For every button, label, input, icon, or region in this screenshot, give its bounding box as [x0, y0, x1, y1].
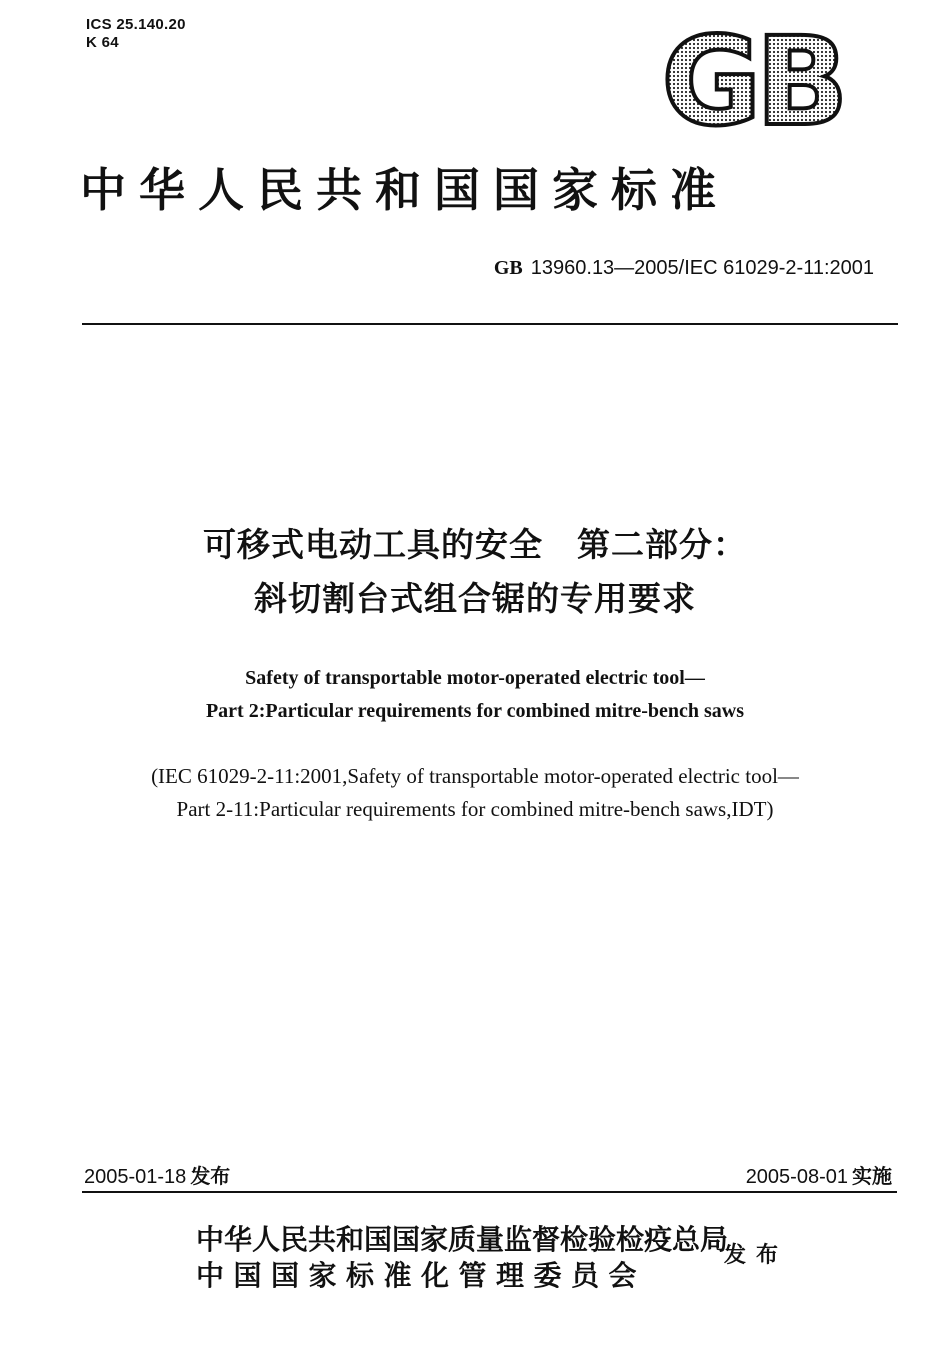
effective-date: 2005-08-01 — [745, 1166, 848, 1188]
gb-logo — [652, 30, 852, 132]
ccs-code: K 64 — [86, 34, 119, 51]
chinese-title-line-1: 可移式电动工具的安全 第二部分： — [203, 525, 747, 564]
chinese-title — [0, 518, 950, 626]
issue-date: 2005-01-18 — [84, 1166, 187, 1188]
issue-label: 发布 — [190, 1164, 231, 1188]
effective-date-block — [746, 1160, 892, 1189]
english-title-line-1: Safety of transportable motor-operated electric tool— — [245, 667, 705, 689]
issuer-line-2: 中国国家标准化管理委员会 — [196, 1259, 647, 1292]
standard-number: 13960.13—2005/IEC 61029-2-11:2001 — [530, 257, 874, 279]
effective-label: 实施 — [852, 1164, 892, 1188]
publish-label: 发布 — [724, 1242, 789, 1268]
footer-divider — [82, 1191, 897, 1193]
english-title-line-2: Part 2:Particular requirements for combined mitre-bench saws — [205, 700, 745, 722]
iec-reference-line-2: Part 2-11:Particular requirements for combined mitre-bench saws,IDT) — [176, 797, 774, 821]
ics-code: ICS 25.140.20 — [86, 16, 186, 33]
standard-prefix: GB — [493, 257, 523, 279]
classification-codes — [86, 16, 186, 52]
english-title — [0, 662, 950, 728]
standard-code — [494, 257, 874, 280]
issue-date-block — [84, 1160, 230, 1189]
header-divider — [82, 323, 898, 325]
iec-reference-line-1: (IEC 61029-2-11:2001,Safety of transportable motor-operated electric tool— — [151, 764, 799, 788]
iec-reference — [0, 760, 950, 826]
chinese-title-line-2: 斜切割台式组合锯的专用要求 — [254, 579, 696, 618]
gb-logo-text: GB — [661, 30, 843, 132]
issuer-line-1: 中华人民共和国国家质量监督检验检疫总局 — [196, 1223, 729, 1256]
national-standard-title: 中华人民共和国国家标准 — [80, 163, 729, 217]
issuing-authorities — [196, 1222, 728, 1294]
